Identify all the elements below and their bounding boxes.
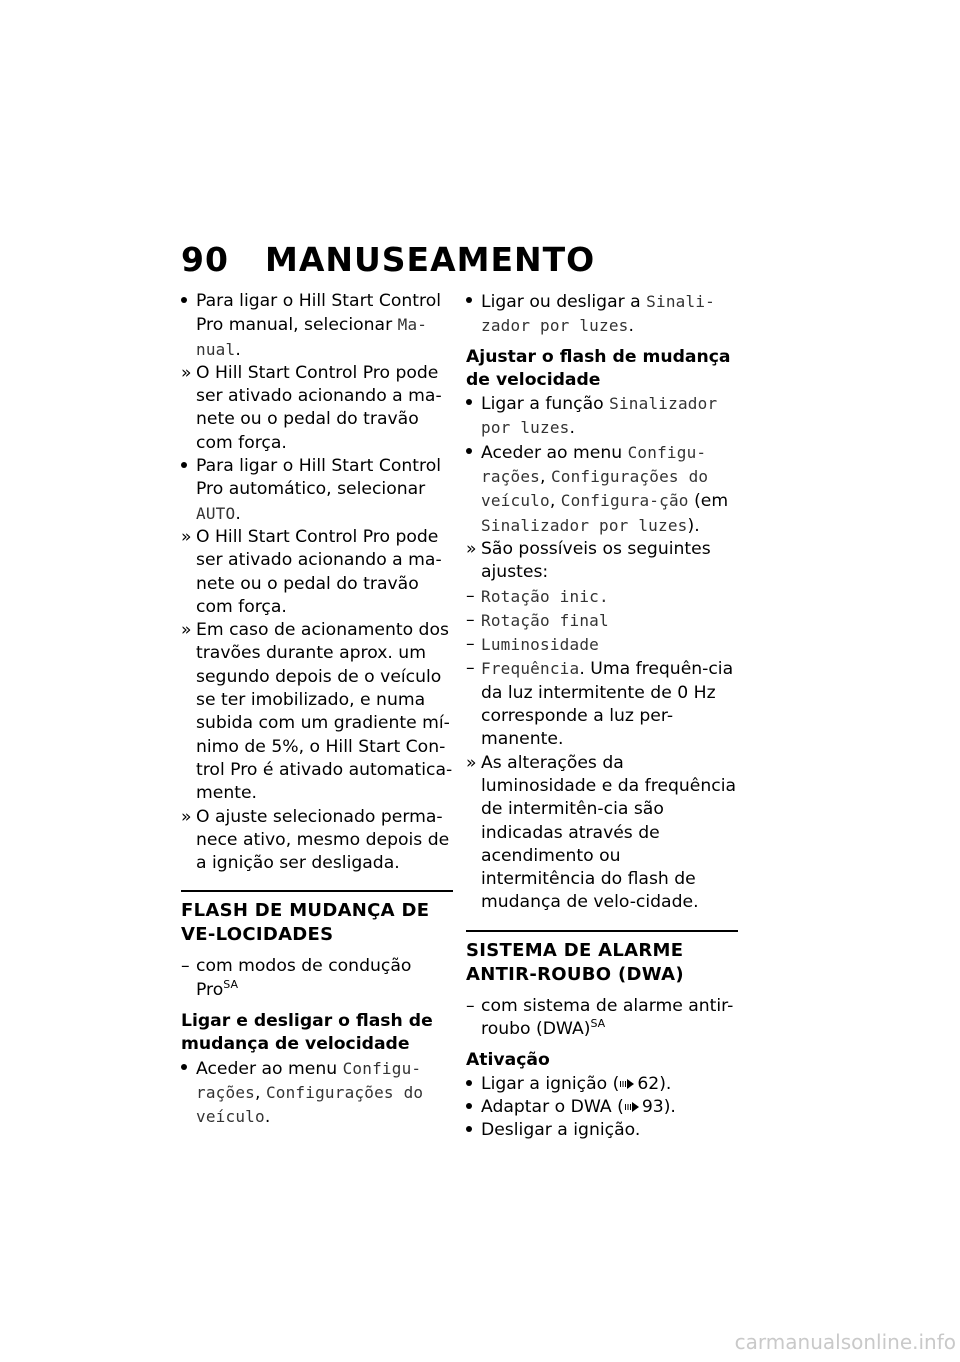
result-item: » O Hill Start Control Pro pode ser ativado acionando a ma-nete ou o pedal do travão com força. — [181, 526, 442, 617]
menu-option: Configu-rações — [196, 1058, 422, 1102]
result-item: » São possíveis os seguintes ajustes: — [466, 538, 711, 583]
subheading: Ligar e desligar o flash de mudança de velocidade — [181, 1011, 433, 1055]
dash-icon: – — [181, 956, 190, 977]
dash-icon: – — [466, 658, 475, 679]
bullet-item: Ligar ou desligar a Sinali-zador por luzes. — [466, 290, 738, 339]
bullet-icon — [466, 392, 481, 415]
page-reference[interactable]: 62 — [637, 1073, 660, 1094]
section-heading: FLASH DE MUDANÇA DE VE-LOCIDADES — [181, 900, 430, 946]
menu-option: Configura-ção — [560, 491, 689, 511]
result-item: » O ajuste selecionado perma-nece ativo, mesmo depois de a ignição ser desligada. — [181, 806, 450, 874]
bullet-item: Ligar a função Sinalizador por luzes. — [466, 392, 738, 441]
dash-icon: – — [466, 634, 475, 655]
bullet-icon — [181, 455, 196, 478]
bullet-item: Aceder ao menu Configu-rações, Configurações do veículo. — [181, 1057, 453, 1130]
result-item: » O Hill Start Control Pro pode ser ativado acionando a ma-nete ou o pedal do travão com força. — [181, 362, 442, 453]
bullet-item: Para ligar o Hill Start Control Pro automático, selecionar AUTO. — [181, 455, 453, 526]
menu-option: Luminosidade — [481, 635, 599, 655]
bullet-item: Desligar a ignição. — [466, 1119, 738, 1142]
menu-option: Ma-nual — [196, 315, 428, 359]
menu-option: Configurações do veículo — [196, 1082, 424, 1127]
sa-badge: SA — [223, 977, 238, 991]
bullet-item: Para ligar o Hill Start Control Pro manual, selecionar Ma-nual. — [181, 290, 453, 362]
menu-option: AUTO — [196, 503, 236, 523]
bullet-item: Adaptar o DWA ( 93). — [466, 1096, 738, 1119]
result-arrow-icon: » — [181, 806, 192, 827]
bullet-item: Aceder ao menu Configu-rações, Configurações do veículo, Configura-ção (em Sinalizador por luzes). — [466, 441, 738, 538]
bullet-icon — [181, 290, 196, 313]
result-arrow-icon: » — [181, 362, 192, 383]
bullet-icon — [466, 1096, 481, 1119]
menu-option: Configu-rações — [481, 442, 707, 487]
menu-option: Sinalizador por luzes — [481, 394, 718, 438]
section-heading: SISTEMA DE ALARME ANTIR-ROUBO (DWA) — [466, 939, 684, 985]
option-item: – Frequência. Uma frequên-cia da luz intermitente de 0 Hz corresponde a luz per-manente. — [466, 658, 734, 750]
bullet-icon — [466, 1073, 481, 1096]
page-number: 90 — [181, 240, 229, 279]
menu-option: Frequência — [481, 659, 580, 679]
right-column — [466, 290, 738, 1143]
result-arrow-icon: » — [181, 526, 192, 547]
chapter-title: MANUSEAMENTO — [265, 240, 596, 279]
menu-option: Rotação inic. — [481, 586, 609, 606]
bullet-item: Ligar a ignição ( 62). — [466, 1073, 738, 1096]
subheading: Ativação — [466, 1050, 550, 1071]
menu-option: Configurações do veículo — [481, 467, 709, 511]
dash-icon: – — [466, 609, 475, 630]
option-item — [466, 609, 738, 633]
option-item — [466, 585, 738, 609]
section-divider — [466, 930, 738, 932]
page-ref-arrow-icon — [620, 1079, 634, 1089]
page-ref-arrow-icon — [625, 1102, 639, 1112]
left-column — [181, 290, 453, 1130]
watermark: carmanualsonline.info — [734, 1330, 956, 1354]
equipment-note: – com sistema de alarme antir-roubo (DWA)$^{SA}$ — [466, 995, 734, 1040]
menu-option: Sinali-zador por luzes — [481, 292, 715, 336]
sa-badge: SA — [590, 1017, 606, 1031]
subheading: Ajustar o flash de mudança de velocidade — [466, 346, 731, 390]
result-arrow-icon: » — [466, 752, 477, 773]
result-arrow-icon: » — [181, 620, 192, 641]
result-item: » Em caso de acionamento dos travões durante aprox. um segundo depois de o veículo se ter imobilizado, e numa subida com um gradiente mí-nimo de 5%, o Hill Start Con-trol Pro é ativado automatica-mente. — [181, 620, 453, 804]
page-header — [181, 240, 741, 280]
dash-icon: – — [466, 995, 475, 1016]
result-arrow-icon: » — [466, 538, 477, 559]
menu-option: Rotação final — [481, 610, 609, 630]
section-divider — [181, 890, 453, 892]
equipment-note: – com modos de condução Pro$^{SA}$ — [181, 956, 412, 1000]
menu-option: Sinalizador por luzes — [481, 515, 688, 535]
bullet-icon — [466, 1119, 481, 1142]
bullet-icon — [181, 1057, 196, 1080]
result-item: » As alterações da luminosidade e da frequência de intermitên-cia são indicadas através de acendimento ou intermitência do flash de mudança de velo-cidade. — [466, 752, 737, 913]
option-item — [466, 633, 738, 657]
page-reference[interactable]: 93 — [641, 1096, 664, 1117]
bullet-icon — [466, 290, 481, 313]
dash-icon: – — [466, 585, 475, 606]
bullet-icon — [466, 441, 481, 464]
